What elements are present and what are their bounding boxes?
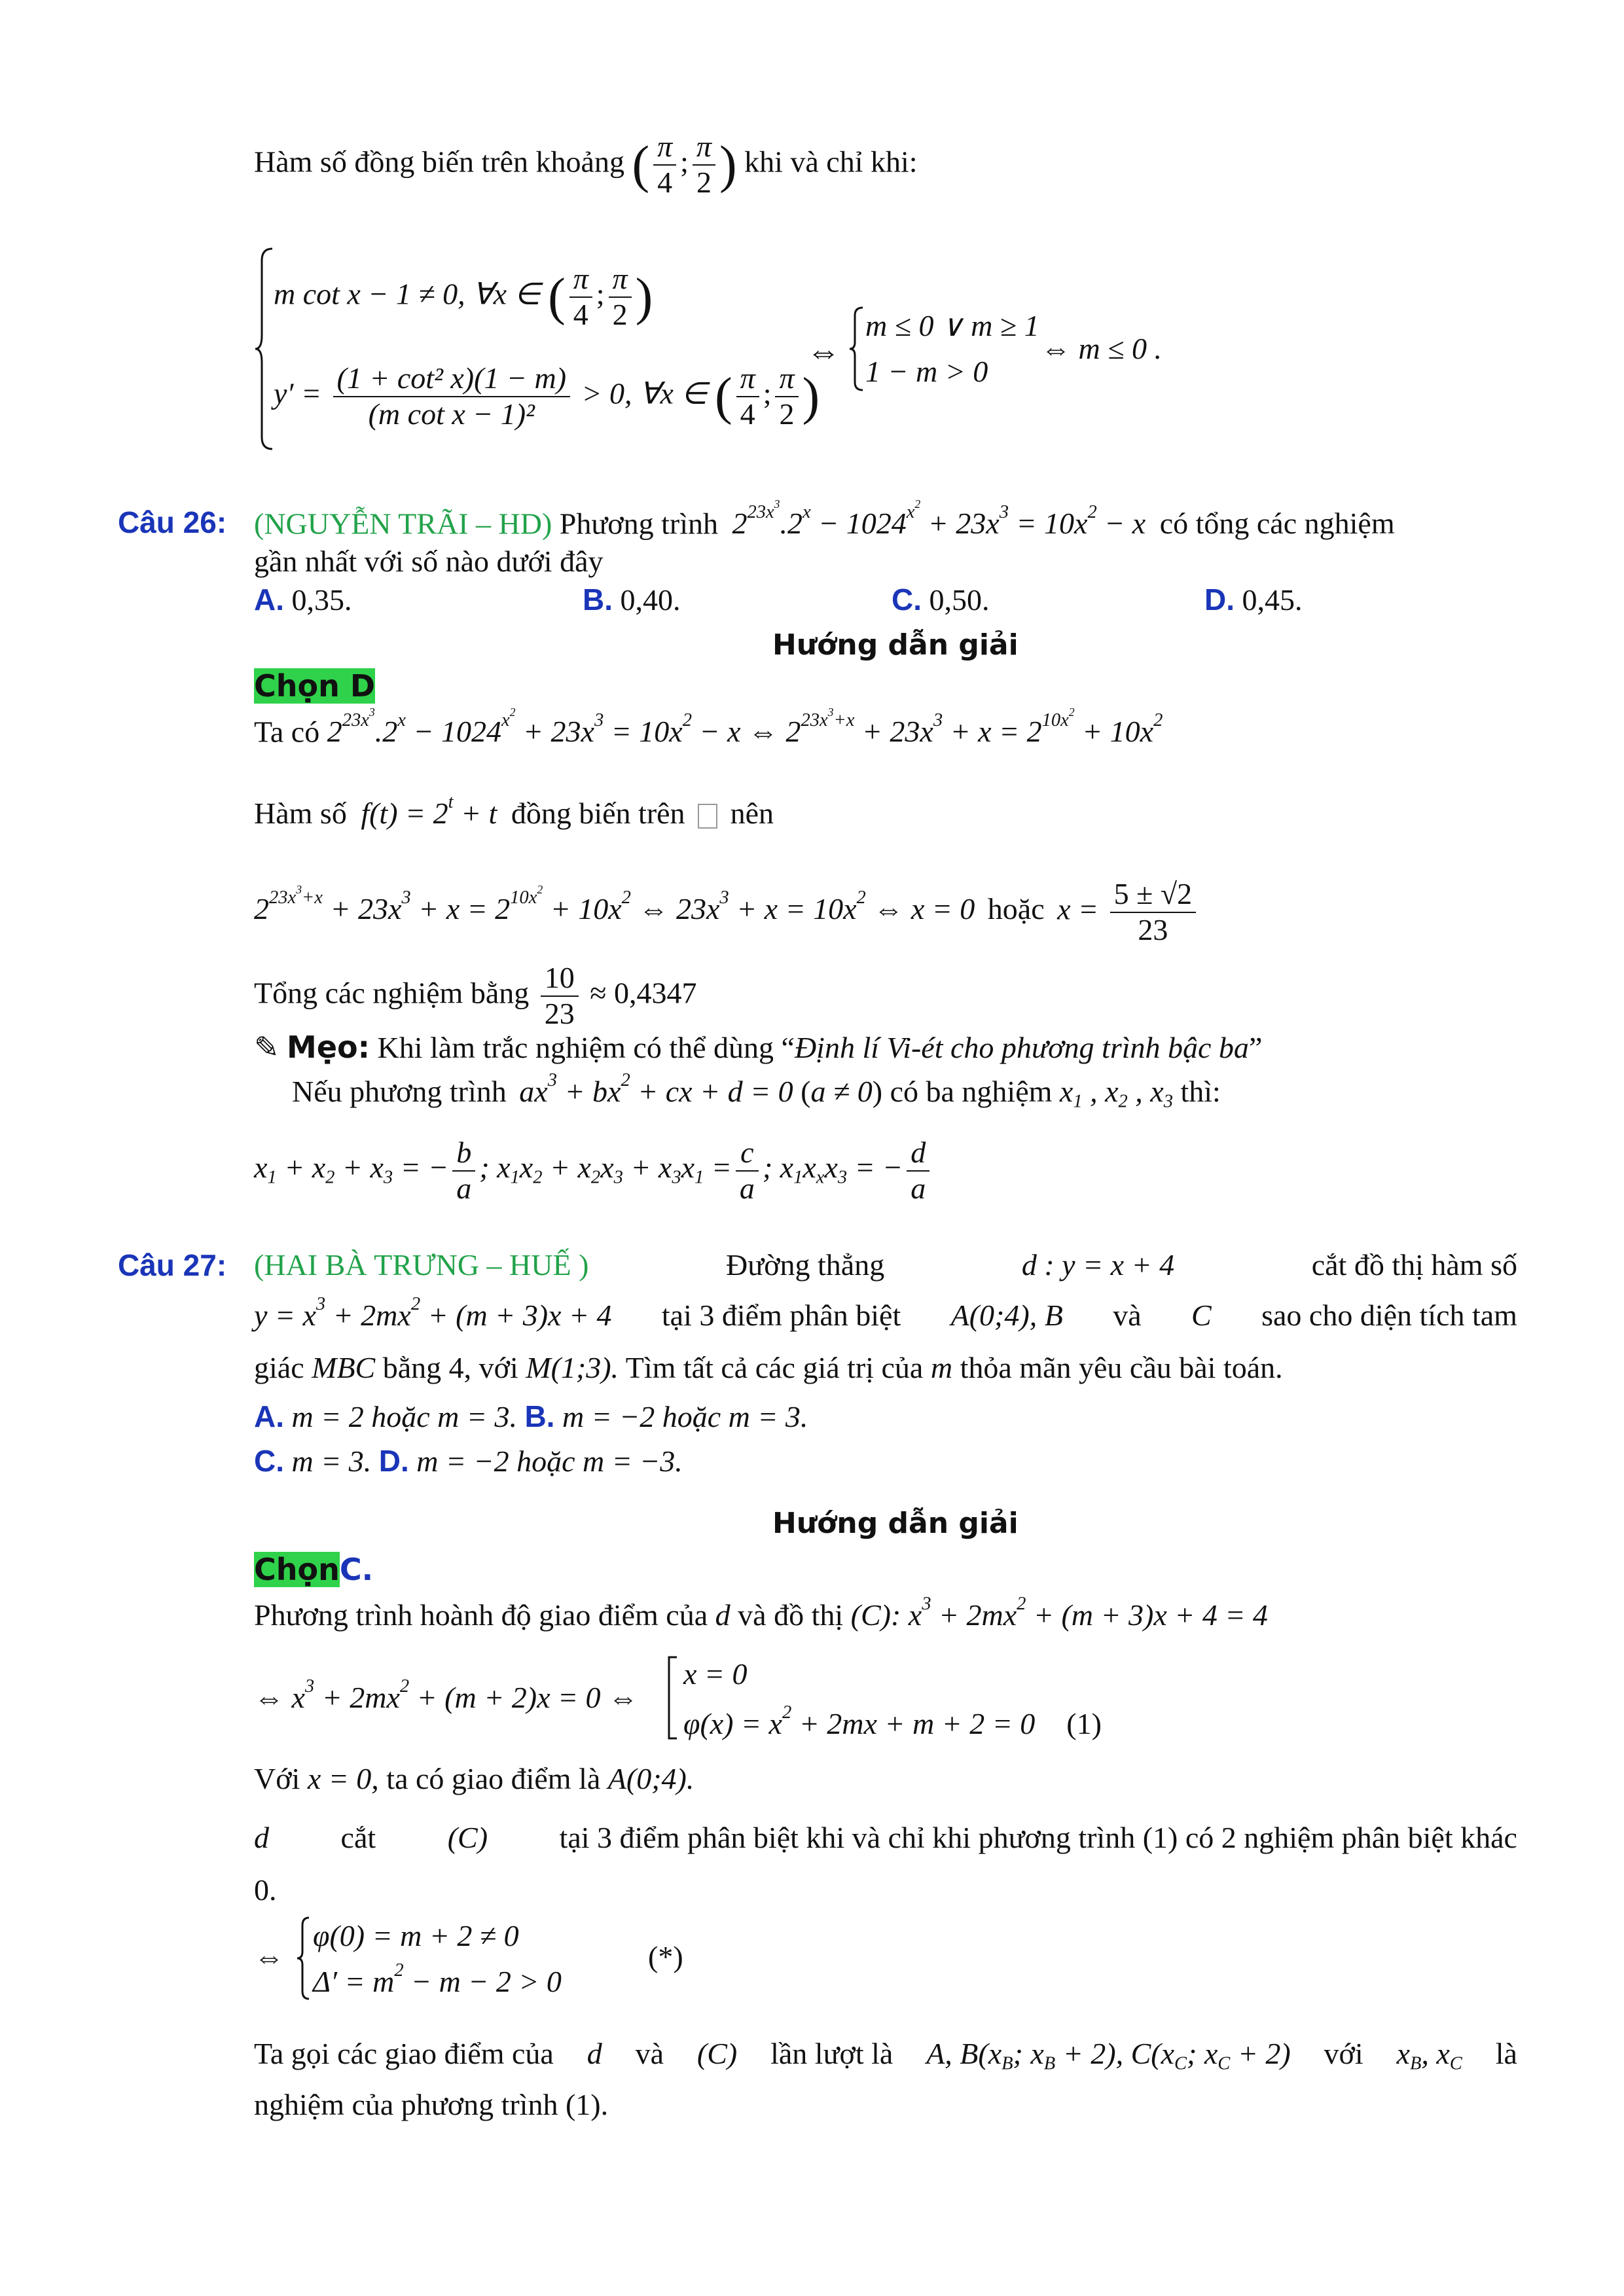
q26-statement-2: gần nhất với số nào dưới đây bbox=[254, 545, 604, 578]
fraction: $\frac{\pi}{2}$ bbox=[693, 130, 715, 200]
q27-star-label: (*) bbox=[648, 1940, 683, 1973]
q27-label: Câu 27: bbox=[118, 1248, 227, 1282]
q26-answer: Chọn D bbox=[254, 668, 376, 704]
q26-solution-4: Tổng các nghiệm bằng $\frac{10}{23}$ ≈ 0,4347 bbox=[254, 961, 697, 1030]
q26-label: Câu 26: bbox=[118, 505, 227, 539]
q27-case-2: $\varphi(x) = x^2 + 2mx + m + 2 = 0$ (1) bbox=[683, 1702, 1102, 1740]
bracket bbox=[665, 1656, 678, 1740]
q27-solution-6: Ta gọi các giao điểm của d và (C) lần lượt là A, $B(x_B$; $x_B + 2$), $C(x_C$; $x_C + 2$) với $x_B$, $x_C$ là bbox=[254, 2037, 1517, 2074]
q27-solution-5: 0. bbox=[254, 1873, 277, 1907]
condition-2: 1 − m > 0 bbox=[865, 355, 988, 388]
q27-option-d[interactable]: D. m = −2 hoặc m = −3. bbox=[378, 1444, 683, 1478]
fraction: $\frac{\pi}{4}$ bbox=[653, 130, 676, 200]
q27-statement-3: giác MBC bằng 4, với M(1;3). Tìm tất cả các giá trị của m thỏa mãn yêu cầu bài toán. bbox=[254, 1351, 1283, 1384]
q26-option-a[interactable]: A. 0,35. bbox=[254, 583, 352, 617]
q26-option-c[interactable]: C. 0,50. bbox=[892, 583, 990, 617]
q26-option-b[interactable]: B. 0,40. bbox=[583, 583, 681, 617]
pencil-icon: ✎ bbox=[254, 1030, 280, 1065]
q26-vieta: $x_1 + x_2 + x_3$ = − $\frac{b}{a}$ ; $x_1x_2 + x_2x_3 + x_3x_1$ = $\frac{c}{a}$ ; $x_1x_xx_3$ = − $\frac{d}{a}$ bbox=[254, 1136, 933, 1206]
q26-solution-3: $2^{23x^3+x} + 23x^3 + x = 2^{10x^2} + 10x^2$ ⇔ $23x^3 + x = 10x^2$ ⇔ x = 0 hoặc x = $\frac{5 \pm √2}{23}$ bbox=[254, 877, 1200, 948]
q26-source: (NGUYỄN TRÃI – HD) bbox=[254, 507, 552, 541]
q26-line-1 bbox=[118, 504, 226, 541]
q26-statement: (NGUYỄN TRÃI – HD) Phương trình $2^{23x^3}.2^x - 1024^{x^2} + 23x^3 = 10x^2 - x$ có tổng các nghiệm bbox=[254, 497, 1395, 541]
q27-solution-7: nghiệm của phương trình (1). bbox=[254, 2088, 609, 2121]
q27-option-b[interactable]: B. m = −2 hoặc m = 3. bbox=[524, 1399, 808, 1433]
q26-guide-title: Hướng dẫn giải bbox=[772, 628, 1019, 662]
q27-options-ab bbox=[254, 1398, 808, 1435]
q27-solution-2: ⇔ $x^3 + 2mx^2 + (m + 2)x = 0$ ⇔ bbox=[254, 1676, 639, 1714]
iff-symbol-2: ⇔ bbox=[254, 1940, 284, 1973]
q27-solution-3: Với x = 0, ta có giao điểm là A(0;4). bbox=[254, 1762, 695, 1795]
q27-statement-2: $y = x^3 + 2mx^2 + (m + 3)x + 4$ tại 3 điểm phân biệt A(0;4), B và C sao cho diện tích tam bbox=[254, 1293, 1517, 1332]
system-brace-2 bbox=[296, 1916, 310, 2000]
q27-statement-1: (HAI BÀ TRƯNG – HUẾ ) Đường thẳng d : y = x + 4 cắt đồ thị hàm số bbox=[254, 1248, 1517, 1282]
q26-option-d[interactable]: D. 0,45. bbox=[1204, 583, 1303, 617]
q27-option-c[interactable]: C. m = 3. bbox=[254, 1444, 372, 1478]
q27-guide-title: Hướng dẫn giải bbox=[772, 1507, 1019, 1540]
system-brace bbox=[254, 247, 274, 450]
q27-condition-2: $\Delta' = m^2 - m - 2 > 0$ bbox=[313, 1960, 562, 1998]
intro-line: Hàm số đồng biến trên khoảng ( $\frac{\pi}{4}$ ; $\frac{\pi}{2}$ ) khi và chỉ khi: bbox=[254, 130, 918, 199]
q27-options-cd bbox=[254, 1443, 683, 1480]
q26-tip-2: Nếu phương trình $ax^3 + bx^2$ + cx + d = 0 (a ≠ 0) có ba nghiệm $x_1$ , $x_2$ , $x_3$ thì: bbox=[292, 1069, 1221, 1112]
root-fraction: $\frac{5 \pm √2}{23}$ bbox=[1110, 877, 1197, 948]
q27-solution-1: Phương trình hoành độ giao điểm của d và đồ thị (C): $x^3 + 2mx^2 + (m + 3)x + 4 = 4$ bbox=[254, 1593, 1268, 1632]
q26-tip: ✎ Mẹo: Khi làm trắc nghiệm có thể dùng “Định lí Vi-ét cho phương trình bậc ba” bbox=[254, 1030, 1263, 1065]
q27-case-1: x = 0 bbox=[683, 1657, 748, 1691]
sum-fraction: $\frac{10}{23}$ bbox=[541, 961, 579, 1031]
system-line-2: y′ = $\frac{\text{(1 + cot² x)(1 − m)}}{\text{(m cot x − 1)²}}$ > 0, ∀x ∈ ( $\frac{\pi}{4}$ ; $\frac{\pi}{2}$ ) bbox=[274, 361, 820, 431]
q26-solution-2: Hàm số $f(t) = 2^t + t$ đồng biến trên nên bbox=[254, 791, 774, 830]
q27-option-a[interactable]: A. m = 2 hoặc m = 3. bbox=[254, 1399, 517, 1433]
system-line-1: m cot x − 1 ≠ 0, ∀x ∈ ( $\frac{\pi}{4}$ ; $\frac{\pi}{2}$ ) bbox=[274, 262, 653, 331]
q26-solution-1: Ta có $2^{23x^3}.2^x - 1024^{x^2} + 23x^3 = 10x^2 - x$ ⇔ $2^{23x^3+x} + 23x^3 + x = 2^{10x^2} + 10x^2$ bbox=[254, 706, 1163, 749]
result: ⇔ m ≤ 0 . bbox=[1041, 332, 1162, 365]
condition-1: m ≤ 0 ∨ m ≥ 1 bbox=[865, 309, 1039, 342]
q27-label-line bbox=[118, 1247, 226, 1284]
derivative-fraction: $\frac{\text{(1 + cot² x)(1 − m)}}{\text{(m cot x − 1)²}}$ bbox=[333, 361, 570, 432]
condition-brace bbox=[848, 306, 864, 391]
q27-answer: ChọnC. bbox=[254, 1552, 374, 1587]
iff-symbol: ⇔ bbox=[806, 333, 840, 370]
q27-condition-1: φ(0) = m + 2 ≠ 0 bbox=[313, 1919, 519, 1952]
q27-solution-4: d cắt (C) tại 3 điểm phân biệt khi và chỉ khi phương trình (1) có 2 nghiệm phân biệt khác bbox=[254, 1821, 1517, 1854]
real-set-glyph-icon bbox=[698, 804, 717, 829]
